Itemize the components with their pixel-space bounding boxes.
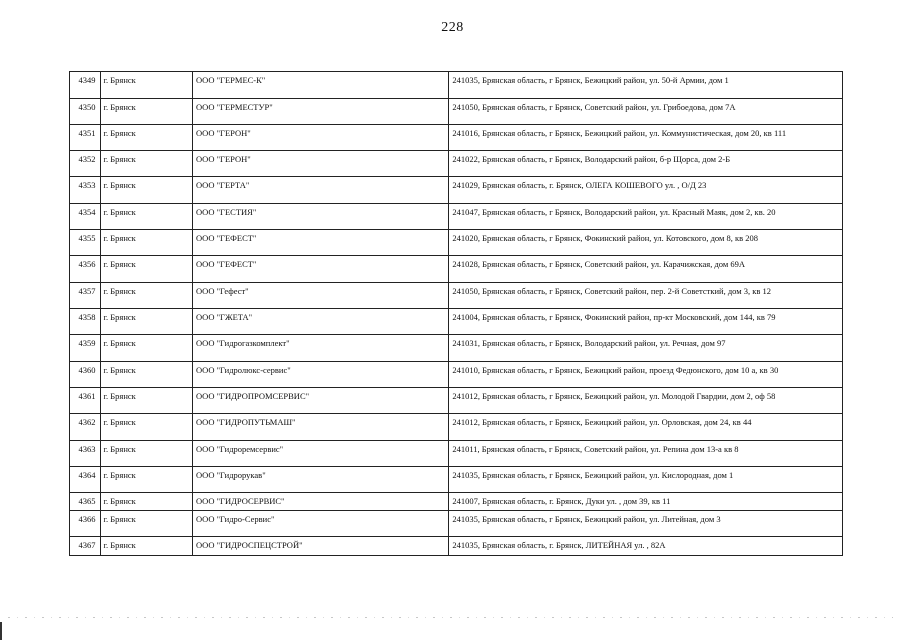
row-city: г. Брянск [100, 151, 193, 177]
scan-noise-line [8, 617, 893, 618]
row-organization-name: ООО "Гидрорукав" [193, 467, 449, 493]
row-address: 241028, Брянская область, г Брянск, Советский район, ул. Карачижская, дом 69А [449, 256, 843, 283]
registry-table [69, 71, 843, 556]
row-organization-name: ООО "ГИДРОПУТЬМАШ" [193, 414, 449, 441]
row-city: г. Брянск [100, 414, 193, 441]
row-address: 241012, Брянская область, г Брянск, Бежицкий район, ул. Молодой Гвардии, дом 2, оф 58 [449, 388, 843, 414]
scan-edge-mark [0, 622, 2, 640]
table-row [70, 388, 843, 414]
row-number: 4355 [70, 230, 101, 256]
row-number: 4359 [70, 335, 101, 362]
row-organization-name: ООО "ГИДРОСЕРВИС" [193, 493, 449, 511]
row-organization-name: ООО "ГЕРОН" [193, 151, 449, 177]
table-row [70, 414, 843, 441]
table-row [70, 72, 843, 99]
row-address: 241047, Брянская область, г Брянск, Володарский район, ул. Красный Маяк, дом 2, кв. 20 [449, 204, 843, 230]
row-organization-name: ООО "ГИДРОСПЕЦСТРОЙ" [193, 537, 449, 556]
row-address: 241031, Брянская область, г Брянск, Володарский район, ул. Речная, дом 97 [449, 335, 843, 362]
row-city: г. Брянск [100, 362, 193, 388]
table-row [70, 537, 843, 556]
row-number: 4363 [70, 441, 101, 467]
row-organization-name: ООО "Гефест" [193, 283, 449, 309]
page-number: 228 [441, 20, 464, 35]
table-row [70, 362, 843, 388]
row-number: 4366 [70, 511, 101, 537]
row-number: 4367 [70, 537, 101, 556]
table-row [70, 335, 843, 362]
row-city: г. Брянск [100, 335, 193, 362]
row-address: 241050, Брянская область, г Брянск, Советский район, пер. 2-й Советсткий, дом 3, кв 12 [449, 283, 843, 309]
row-address: 241010, Брянская область, г Брянск, Бежицкий район, проезд Федюнского, дом 10 а, кв 30 [449, 362, 843, 388]
row-city: г. Брянск [100, 537, 193, 556]
row-number: 4353 [70, 177, 101, 204]
row-organization-name: ООО "ГЕРОН" [193, 125, 449, 151]
row-number: 4354 [70, 204, 101, 230]
row-organization-name: ООО "ГЕРМЕСТУР" [193, 99, 449, 125]
row-city: г. Брянск [100, 125, 193, 151]
row-address: 241035, Брянская область, г Брянск, Бежицкий район, ул. Литейная, дом 3 [449, 511, 843, 537]
row-organization-name: ООО "ГИДРОПРОМСЕРВИС" [193, 388, 449, 414]
table-row [70, 125, 843, 151]
row-number: 4358 [70, 309, 101, 335]
row-organization-name: ООО "ГЕРТА" [193, 177, 449, 204]
row-organization-name: ООО "Гидролюкс-сервис" [193, 362, 449, 388]
row-organization-name: ООО "ГЖЕТА" [193, 309, 449, 335]
row-address: 241035, Брянская область, г Брянск, Бежицкий район, ул. Кислородная, дом 1 [449, 467, 843, 493]
table-row [70, 177, 843, 204]
row-organization-name: ООО "ГЕФЕСТ" [193, 230, 449, 256]
table-row [70, 151, 843, 177]
row-address: 241020, Брянская область, г Брянск, Фокинский район, ул. Котовского, дом 8, кв 208 [449, 230, 843, 256]
row-city: г. Брянск [100, 493, 193, 511]
table-row [70, 511, 843, 537]
row-number: 4364 [70, 467, 101, 493]
row-number: 4352 [70, 151, 101, 177]
row-city: г. Брянск [100, 309, 193, 335]
row-number: 4350 [70, 99, 101, 125]
row-number: 4349 [70, 72, 101, 99]
row-number: 4351 [70, 125, 101, 151]
row-organization-name: ООО "Гидро-Сервис" [193, 511, 449, 537]
row-city: г. Брянск [100, 72, 193, 99]
row-address: 241004, Брянская область, г Брянск, Фокинский район, пр-кт Московский, дом 144, кв 79 [449, 309, 843, 335]
table-row [70, 467, 843, 493]
row-address: 241035, Брянская область, г. Брянск, ЛИТЕЙНАЯ ул. , 82А [449, 537, 843, 556]
row-city: г. Брянск [100, 511, 193, 537]
row-organization-name: ООО "ГЕРМЕС-К" [193, 72, 449, 99]
row-address: 241012, Брянская область, г Брянск, Бежицкий район, ул. Орловская, дом 24, кв 44 [449, 414, 843, 441]
table-row [70, 441, 843, 467]
registry-body [70, 72, 843, 556]
row-organization-name: ООО "ГЕСТИЯ" [193, 204, 449, 230]
row-address: 241007, Брянская область, г. Брянск, Дуки ул. , дом 39, кв 11 [449, 493, 843, 511]
table-row [70, 283, 843, 309]
row-city: г. Брянск [100, 204, 193, 230]
row-organization-name: ООО "ГЕФЕСТ" [193, 256, 449, 283]
row-address: 241050, Брянская область, г Брянск, Советский район, ул. Грибоедова, дом 7А [449, 99, 843, 125]
row-city: г. Брянск [100, 177, 193, 204]
table-row [70, 204, 843, 230]
table-row [70, 99, 843, 125]
table-row [70, 256, 843, 283]
row-city: г. Брянск [100, 467, 193, 493]
row-address: 241035, Брянская область, г Брянск, Бежицкий район, ул. 50-й Армии, дом 1 [449, 72, 843, 99]
table-row [70, 309, 843, 335]
row-number: 4356 [70, 256, 101, 283]
row-number: 4362 [70, 414, 101, 441]
table-row [70, 493, 843, 511]
row-city: г. Брянск [100, 256, 193, 283]
row-address: 241022, Брянская область, г Брянск, Володарский район, б-р Щорса, дом 2-Б [449, 151, 843, 177]
row-organization-name: ООО "Гидрогазкомплект" [193, 335, 449, 362]
row-city: г. Брянск [100, 283, 193, 309]
row-number: 4365 [70, 493, 101, 511]
table-row [70, 230, 843, 256]
row-city: г. Брянск [100, 441, 193, 467]
row-organization-name: ООО "Гидроремсервис" [193, 441, 449, 467]
row-address: 241016, Брянская область, г Брянск, Бежицкий район, ул. Коммунистическая, дом 20, кв 111 [449, 125, 843, 151]
row-city: г. Брянск [100, 230, 193, 256]
row-number: 4360 [70, 362, 101, 388]
row-number: 4357 [70, 283, 101, 309]
row-address: 241011, Брянская область, г Брянск, Советский район, ул. Репина дом 13-а кв 8 [449, 441, 843, 467]
row-number: 4361 [70, 388, 101, 414]
row-address: 241029, Брянская область, г. Брянск, ОЛЕГА КОШЕВОГО ул. , О/Д 23 [449, 177, 843, 204]
row-city: г. Брянск [100, 99, 193, 125]
row-city: г. Брянск [100, 388, 193, 414]
